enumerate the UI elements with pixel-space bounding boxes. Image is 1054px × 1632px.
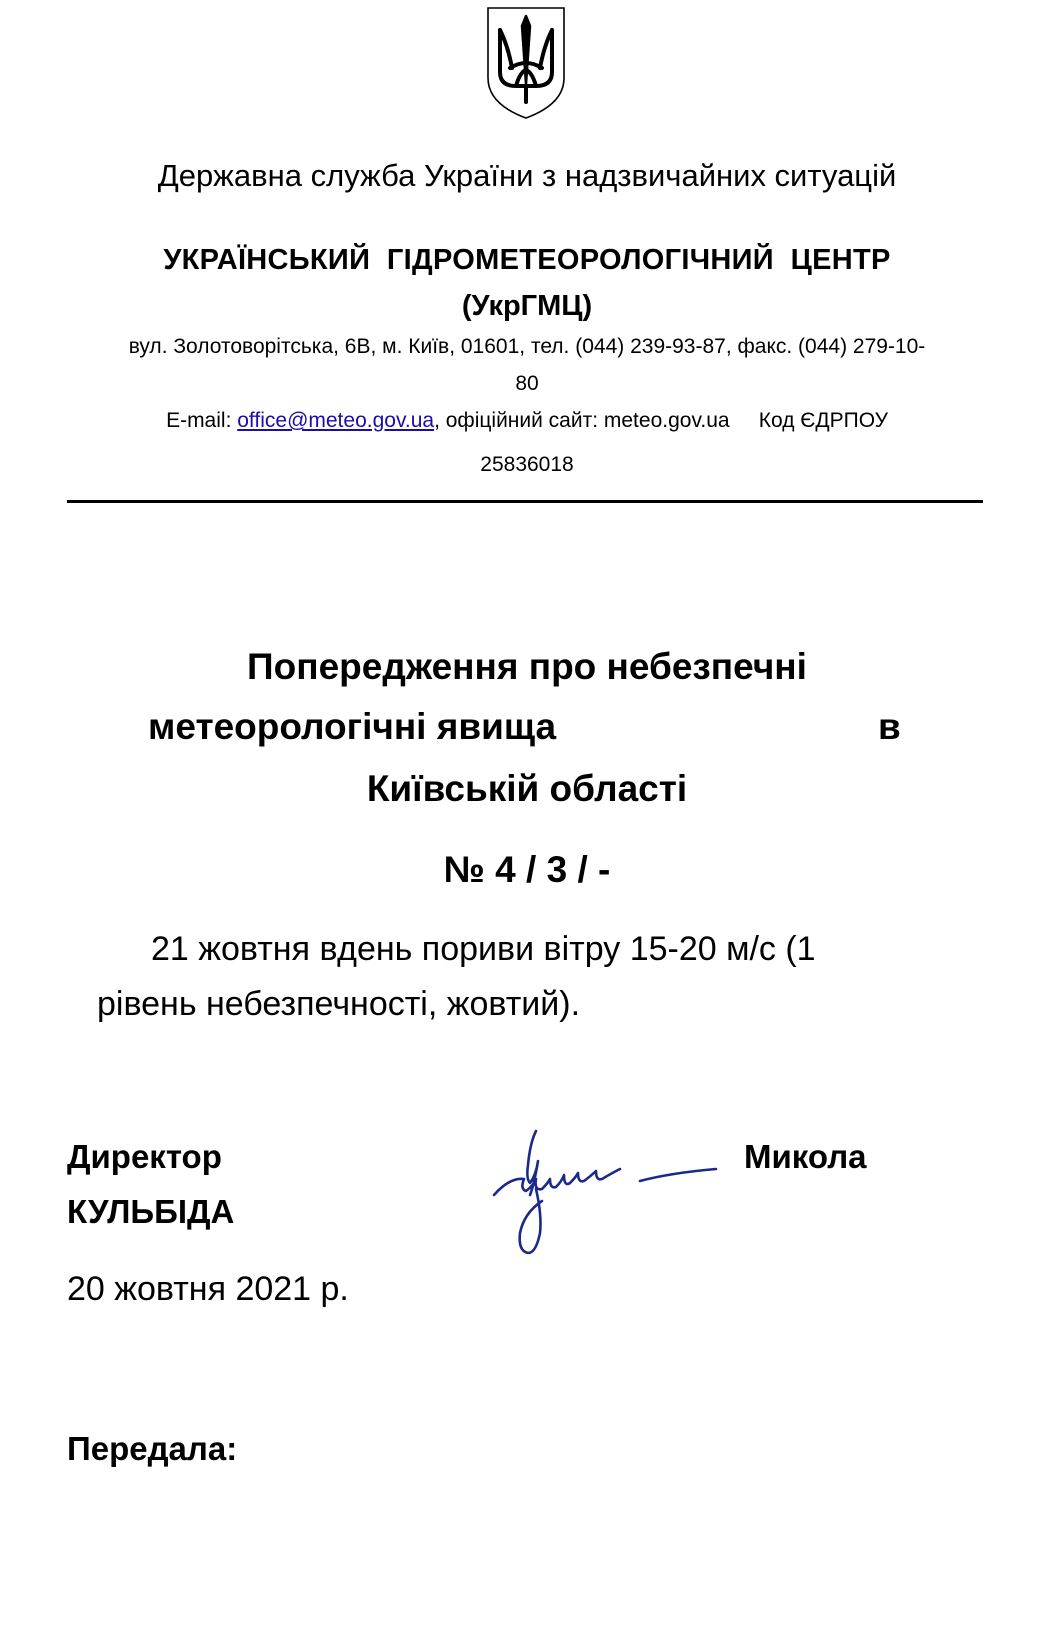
warning-number: № 4 / 3 / -	[443, 849, 611, 890]
email-label: E-mail:	[166, 409, 238, 432]
edrpou-code: 25836018	[480, 453, 574, 476]
trident-emblem-icon	[486, 6, 566, 120]
handwritten-signature	[490, 1125, 750, 1285]
contacts-line	[0, 409, 1054, 433]
warning-text-line-1: 21 жовтня вдень пориви вітру 15-20 м/с (1	[151, 930, 816, 968]
director-first-name: Микола	[744, 1138, 867, 1175]
signature-date: 20 жовтня 2021 р.	[67, 1270, 349, 1308]
website-text: , офіційний сайт: meteo.gov.ua Код ЄДРПОУ	[434, 409, 888, 432]
warning-title-line-1: Попередження про небезпечні	[247, 646, 807, 687]
warning-text-line-2: рівень небезпечності, жовтий).	[97, 985, 581, 1023]
director-last-name: КУЛЬБІДА	[67, 1193, 235, 1230]
director-position: Директор	[67, 1138, 222, 1175]
center-abbreviation: (УкрГМЦ)	[461, 290, 593, 322]
warning-title-preposition: в	[878, 706, 901, 747]
address-line-1: вул. Золотоворітська, 6В, м. Київ, 01601, тел. (044) 239-93-87, факс. (044) 279-10-	[128, 335, 926, 358]
center-name: УКРАЇНСЬКИЙ ГІДРОМЕТЕОРОЛОГІЧНИЙ ЦЕНТР	[163, 244, 891, 276]
sent-by-label: Передала:	[67, 1430, 238, 1467]
header-divider	[67, 500, 983, 503]
address-line-2: 80	[515, 372, 539, 395]
warning-title-region: Київській області	[366, 768, 688, 809]
email-link[interactable]: office@meteo.gov.ua	[237, 409, 435, 432]
warning-title-line-2: метеорологічні явища	[148, 706, 557, 747]
agency-name: Державна служба України з надзвичайних ситуацій	[157, 158, 897, 193]
